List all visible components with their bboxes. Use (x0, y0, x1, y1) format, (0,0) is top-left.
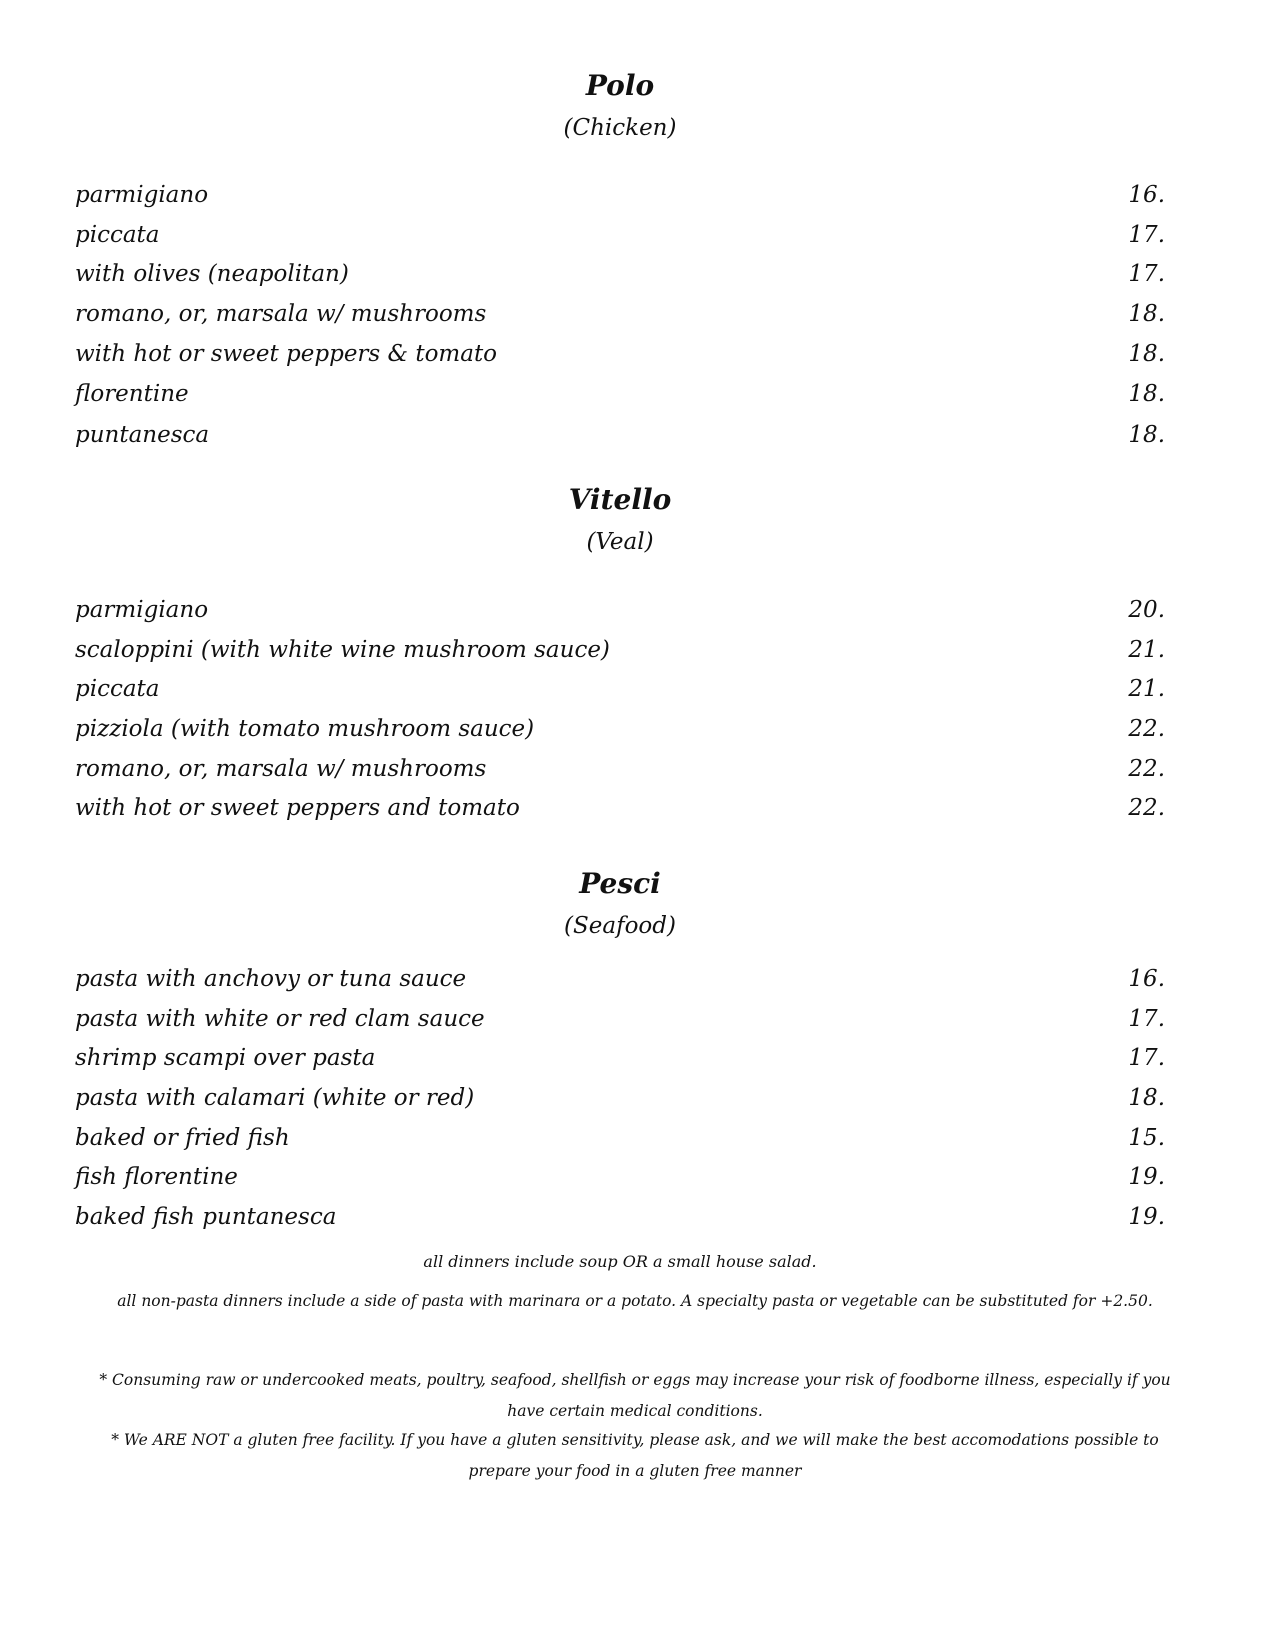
menu-item (75, 218, 1165, 252)
disclaimer-raw-food-line2: have certain medical conditions. (507, 1402, 763, 1420)
menu-item (75, 791, 1165, 825)
item-name: pasta with anchovy or tuna sauce (75, 966, 467, 992)
item-name: parmigiano (75, 182, 209, 208)
item-price: 18. (1128, 381, 1165, 407)
item-price: 16. (1128, 966, 1165, 992)
menu-item (75, 1081, 1165, 1115)
item-price: 21. (1128, 637, 1165, 663)
note-non-pasta: all non-pasta dinners include a side of pasta with marinara or a potato. A specialty pasta or vegetable can be substituted for +2.50. (117, 1292, 1153, 1310)
item-price: 15. (1128, 1125, 1165, 1151)
disclaimer-gluten (60, 1425, 1210, 1487)
item-name: fish florentine (75, 1164, 238, 1190)
menu-item (75, 593, 1165, 627)
menu-item (75, 337, 1165, 371)
item-price: 17. (1128, 261, 1165, 287)
item-name: pasta with white or red clam sauce (75, 1006, 485, 1032)
item-price: 21. (1128, 676, 1165, 702)
item-price: 18. (1128, 1085, 1165, 1111)
item-name: pizziola (with tomato mushroom sauce) (75, 716, 535, 742)
item-name: baked or fried fish (75, 1125, 290, 1151)
disclaimer-raw-food (60, 1365, 1210, 1427)
item-price: 17. (1128, 222, 1165, 248)
section-title: Vitello (568, 483, 672, 516)
item-price: 18. (1128, 422, 1165, 448)
section-title: Pesci (579, 867, 661, 900)
disclaimer-gluten-line2: prepare your food in a gluten free manner (468, 1462, 802, 1480)
menu-item (75, 418, 1165, 452)
menu-item (75, 257, 1165, 291)
disclaimer-gluten-line1: * We ARE NOT a gluten free facility. If you have a gluten sensitivity, please ask, and we will make the best accomodations possible to (111, 1431, 1159, 1449)
menu-item (75, 633, 1165, 667)
item-name: puntanesca (75, 422, 210, 448)
menu-item (75, 1002, 1165, 1036)
item-name: parmigiano (75, 597, 209, 623)
section-title: Polo (585, 69, 655, 102)
item-price: 18. (1128, 341, 1165, 367)
section-subtitle: (Chicken) (563, 115, 677, 141)
item-name: with olives (neapolitan) (75, 261, 349, 287)
menu-item (75, 962, 1165, 996)
item-name: piccata (75, 676, 160, 702)
item-price: 19. (1128, 1204, 1165, 1230)
menu-item (75, 712, 1165, 746)
menu-item (75, 1121, 1165, 1155)
menu-item (75, 1200, 1165, 1234)
menu-item (75, 1041, 1165, 1075)
menu-item (75, 672, 1165, 706)
item-name: piccata (75, 222, 160, 248)
item-name: baked fish puntanesca (75, 1204, 337, 1230)
item-price: 17. (1128, 1006, 1165, 1032)
item-name: florentine (75, 381, 189, 407)
disclaimer-raw-food-line1: * Consuming raw or undercooked meats, poultry, seafood, shellfish or eggs may increase your risk of foodborne illness, especially if you (99, 1371, 1171, 1389)
item-price: 22. (1128, 756, 1165, 782)
item-name: scaloppini (with white wine mushroom sauce) (75, 637, 610, 663)
section-subtitle: (Veal) (586, 529, 654, 555)
menu-item (75, 178, 1165, 212)
menu-item (75, 752, 1165, 786)
item-name: with hot or sweet peppers and tomato (75, 795, 520, 821)
item-name: with hot or sweet peppers & tomato (75, 341, 498, 367)
menu-item (75, 297, 1165, 331)
item-price: 16. (1128, 182, 1165, 208)
item-price: 17. (1128, 1045, 1165, 1071)
menu-item (75, 1160, 1165, 1194)
item-price: 19. (1128, 1164, 1165, 1190)
item-name: romano, or, marsala w/ mushrooms (75, 301, 487, 327)
menu-item (75, 377, 1165, 411)
item-price: 22. (1128, 795, 1165, 821)
item-price: 22. (1128, 716, 1165, 742)
section-subtitle: (Seafood) (564, 913, 676, 939)
item-name: romano, or, marsala w/ mushrooms (75, 756, 487, 782)
item-name: shrimp scampi over pasta (75, 1045, 376, 1071)
item-price: 20. (1128, 597, 1165, 623)
item-name: pasta with calamari (white or red) (75, 1085, 475, 1111)
item-price: 18. (1128, 301, 1165, 327)
note-dinner-includes: all dinners include soup OR a small house salad. (423, 1252, 817, 1271)
